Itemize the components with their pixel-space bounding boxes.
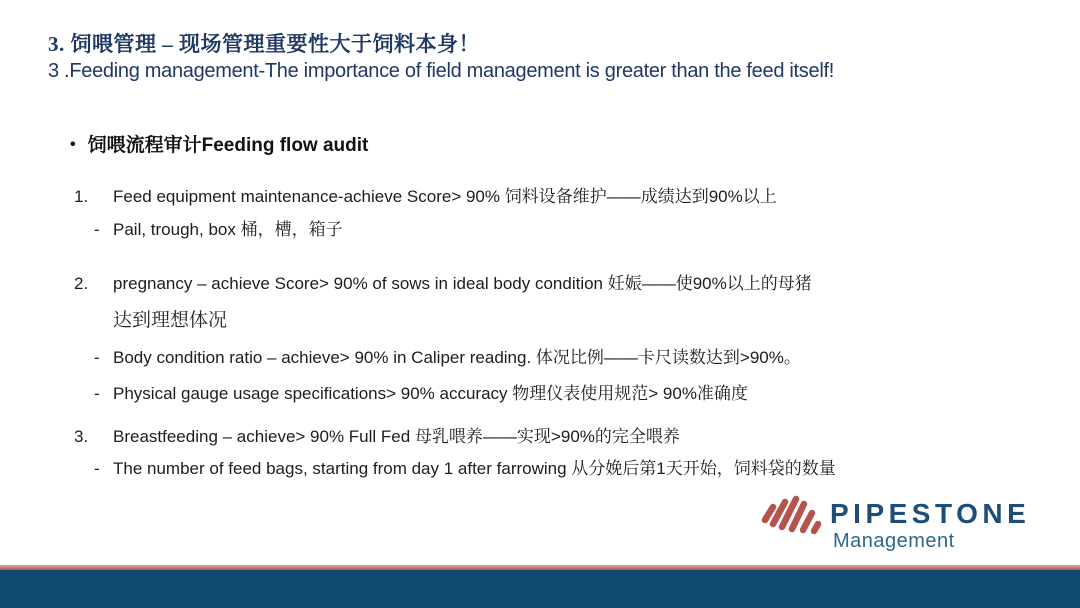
slide-title-chinese: 3. 饲喂管理 – 现场管理重要性大于饲料本身！ <box>48 32 480 56</box>
logo-subtitle: Management <box>833 530 955 552</box>
footer-navy-bar <box>0 570 1080 608</box>
pipestone-logo <box>756 492 1066 558</box>
dash-marker: - <box>94 348 100 367</box>
bullet-icon: • <box>70 136 76 153</box>
list-item-text: pregnancy – achieve Score> 90% of sows in ideal body condition 妊娠——使90%以上的母猪 <box>113 274 812 293</box>
slide-title-english: 3 .Feeding management-The importance of field management is greater than the feed itself! <box>48 60 834 82</box>
section-heading <box>70 130 368 157</box>
sub-item-text: Body condition ratio – achieve> 90% in Caliper reading. 体况比例——卡尺读数达到>90%。 <box>113 348 801 367</box>
section-heading-label: 饲喂流程审计Feeding flow audit <box>87 135 369 156</box>
item-number: 3. <box>74 427 89 446</box>
dash-marker: - <box>94 384 100 403</box>
item-number: 1. <box>74 187 89 206</box>
pipestone-stripes-icon <box>758 495 834 537</box>
dash-marker: - <box>94 220 100 239</box>
dash-marker: - <box>94 459 100 478</box>
list-item-text: Feed equipment maintenance-achieve Score> 90% 饲料设备维护——成绩达到90%以上 <box>113 187 777 206</box>
list-item-text: Breastfeeding – achieve> 90% Full Fed 母乳喂养——实现>90%的完全喂养 <box>113 427 680 446</box>
sub-item-text: Pail, trough, box 桶，槽，箱子 <box>113 220 343 239</box>
item-number: 2. <box>74 274 89 293</box>
list-item-text: 达到理想体况 <box>113 310 228 331</box>
sub-item-text: Physical gauge usage specifications> 90% accuracy 物理仪表使用规范> 90%准确度 <box>113 384 748 403</box>
logo-name: PIPESTONE <box>830 498 1031 529</box>
sub-item-text: The number of feed bags, starting from day 1 after farrowing 从分娩后第1天开始，饲料袋的数量 <box>113 459 836 478</box>
